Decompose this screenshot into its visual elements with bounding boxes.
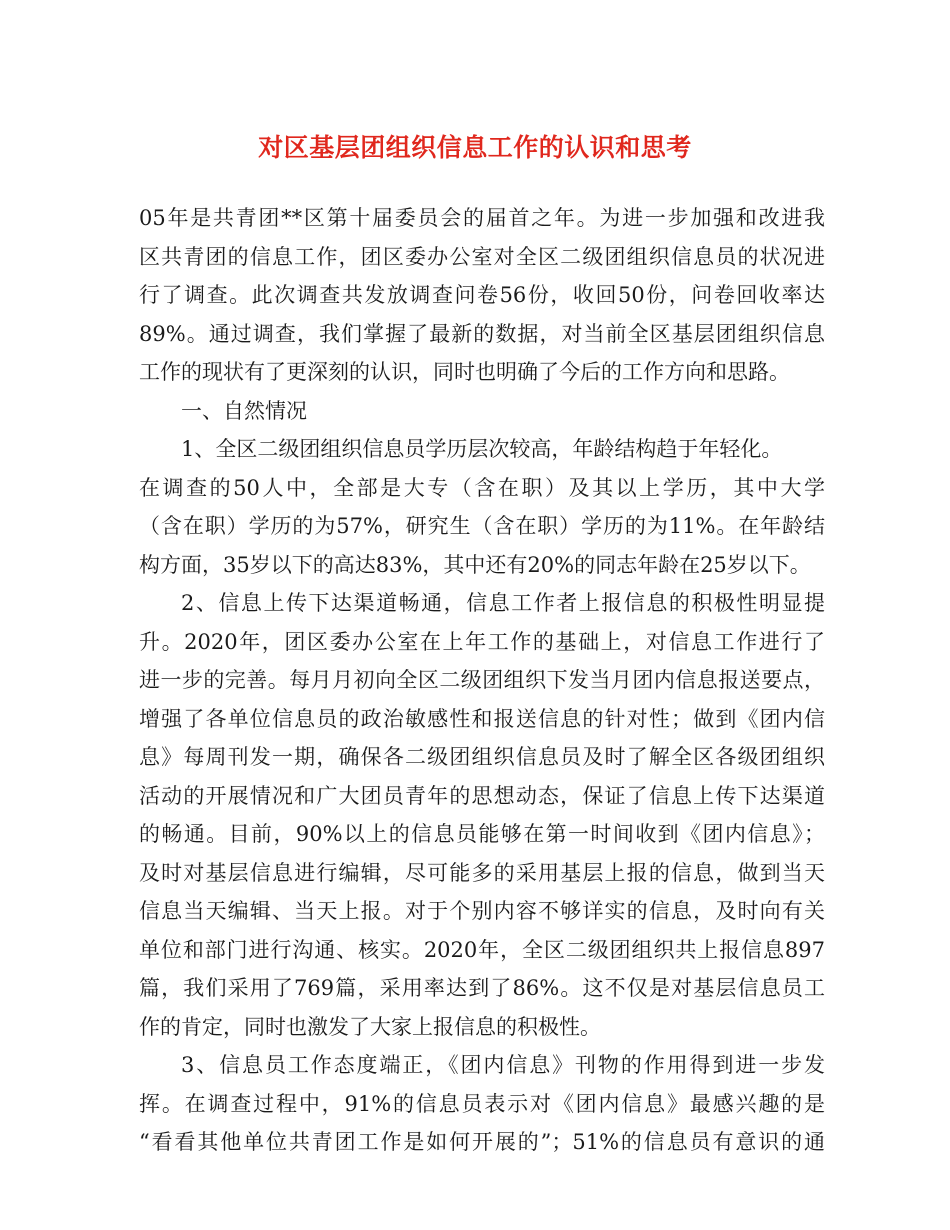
paragraph-line: 05年是共青团**区第十届委员会的届首之年。为进一步加强和改进我 [139, 206, 825, 230]
paragraph-line: 篇，我们采用了769篇，采用率达到了86%。这不仅是对基层信息员工 [139, 976, 825, 1000]
paragraph-line: 单位和部门进行沟通、核实。2020年，全区二级团组织共上报信息897 [139, 937, 825, 962]
paragraph-line: 构方面，35岁以下的高达83%，其中还有20%的同志年龄在25岁以下。 [139, 552, 811, 577]
paragraph-line: 的畅通。目前，90%以上的信息员能够在第一时间收到《团内信息》； [139, 822, 825, 846]
paragraph-line: 及时对基层信息进行编辑，尽可能多的采用基层上报的信息，做到当天 [139, 860, 825, 885]
paragraph-line: 工作的现状有了更深刻的认识，同时也明确了今后的工作方向和思路。 [139, 360, 790, 384]
paragraph-line: 在调查的50人中，全部是大专（含在职）及其以上学历，其中大学 [139, 475, 825, 500]
paragraph-line: 活动的开展情况和广大团员青年的思想动态，保证了信息上传下达渠道 [139, 783, 825, 808]
section-heading: 一、自然情况 [181, 398, 307, 423]
paragraph-line: 信息当天编辑、当天上报。对于个别内容不够详实的信息，及时向有关 [139, 899, 825, 923]
paragraph-line: 息》每周刊发一期，确保各二级团组织信息员及时了解全区各级团组织 [139, 745, 825, 769]
paragraph-line: 进一步的完善。每月月初向全区二级团组织下发当月团内信息报送要点， [139, 668, 825, 692]
paragraph-line: 2、信息上传下达渠道畅通，信息工作者上报信息的积极性明显提 [181, 591, 825, 615]
paragraph-line: 行了调查。此次调查共发放调查问卷56份，收回50份，问卷回收率达 [139, 283, 825, 307]
paragraph-line: “看看其他单位共青团工作是如何开展的”；51%的信息员有意识的通 [139, 1130, 825, 1154]
paragraph-line: 3、信息员工作态度端正，《团内信息》刊物的作用得到进一步发 [181, 1053, 825, 1077]
paragraph-line: 挥。在调查过程中，91%的信息员表示对《团内信息》最感兴趣的是 [139, 1091, 825, 1116]
paragraph-line: 1、全区二级团组织信息员学历层次较高，年龄结构趋于年轻化。 [181, 437, 783, 461]
paragraph-line: 区共青团的信息工作，团区委办公室对全区二级团组织信息员的状况进 [139, 244, 825, 269]
paragraph-line: 升。2020年，团区委办公室在上年工作的基础上，对信息工作进行了 [139, 629, 825, 654]
paragraph-line: 89%。通过调查，我们掌握了最新的数据，对当前全区基层团组织信息 [139, 321, 825, 346]
paragraph-line: 作的肯定，同时也激发了大家上报信息的积极性。 [139, 1014, 601, 1039]
document-body [139, 199, 825, 1162]
document-title: 对区基层团组织信息工作的认识和思考 [258, 133, 692, 162]
paragraph-line: （含在职）学历的为57%，研究生（含在职）学历的为11%。在年龄结 [139, 514, 825, 538]
paragraph-line: 增强了各单位信息员的政治敏感性和报送信息的针对性；做到《团内信 [139, 706, 825, 731]
